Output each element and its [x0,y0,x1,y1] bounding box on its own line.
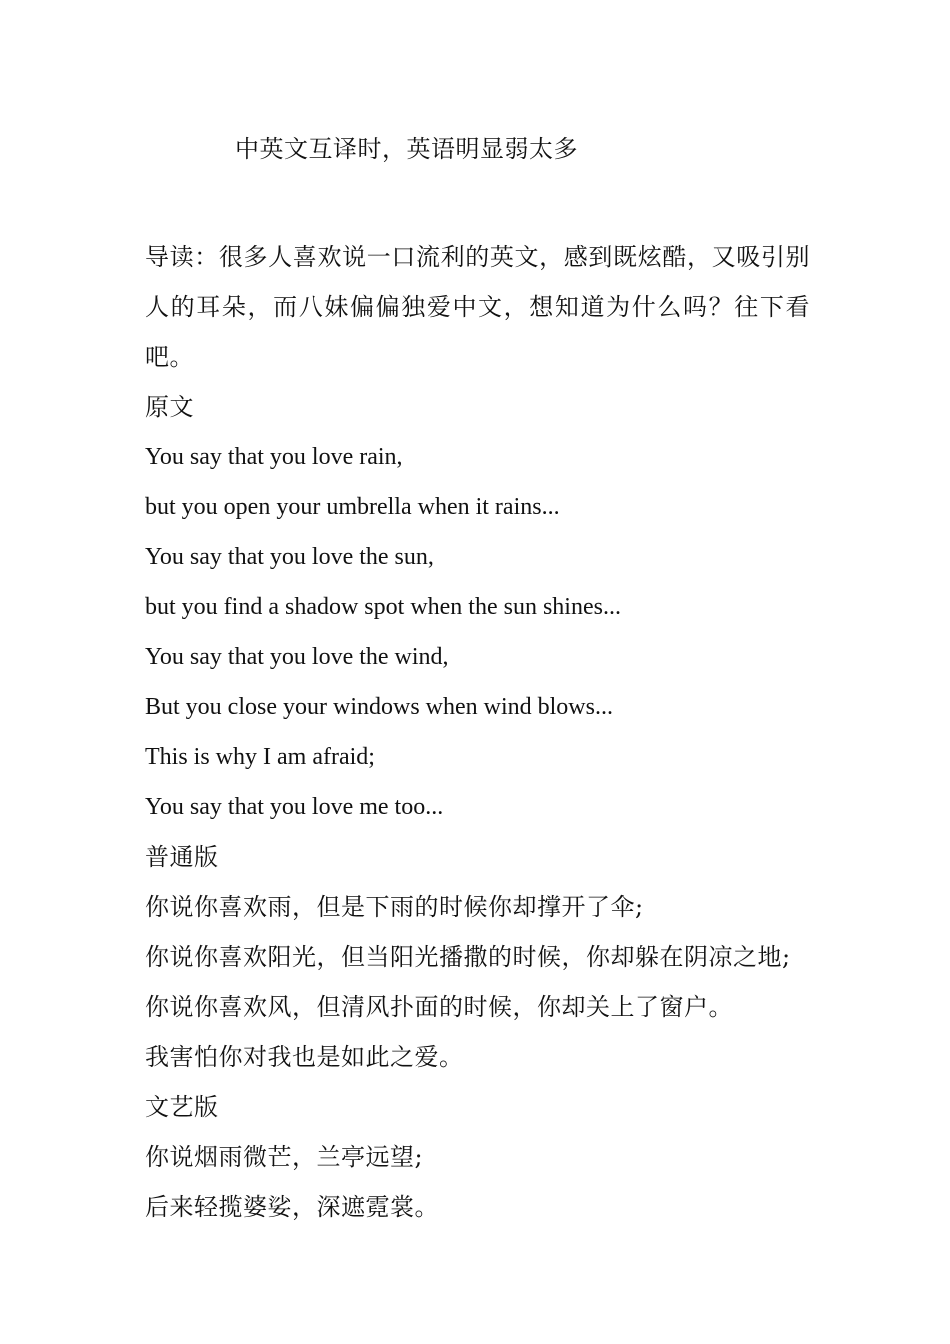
original-line-6: But you close your windows when wind blows... [145,694,613,720]
original-line-5: You say that you love the wind, [145,644,449,670]
original-line-8: You say that you love me too... [145,794,444,820]
document-body [145,232,810,1232]
plain-line-1: 你说你喜欢雨，但是下雨的时候你却撑开了伞; [145,893,644,921]
section-heading-plain: 普通版 [145,843,219,871]
plain-line-2: 你说你喜欢阳光，但当阳光播撒的时候，你却躲在阴凉之地; [145,943,791,971]
intro-paragraph: 导读：很多人喜欢说一口流利的英文，感到既炫酷，又吸引别人的耳朵，而八妹偏偏独爱中文，想知道为什么吗？往下看吧。 [145,243,810,371]
original-line-3: You say that you love the sun, [145,544,434,570]
original-line-4: but you find a shadow spot when the sun shines... [145,594,621,620]
section-heading-literary: 文艺版 [145,1093,219,1121]
plain-line-4: 我害怕你对我也是如此之爱。 [145,1043,464,1071]
literary-line-1: 你说烟雨微芒，兰亭远望; [145,1143,424,1171]
document-title: 中英文互译时，英语明显弱太多 [235,135,578,163]
literary-line-2: 后来轻揽婆娑，深遮霓裳。 [145,1193,439,1221]
original-line-7: This is why I am afraid; [145,744,375,770]
plain-line-3: 你说你喜欢风，但清风扑面的时候，你却关上了窗户。 [145,993,733,1021]
original-line-1: You say that you love rain, [145,444,403,470]
original-line-2: but you open your umbrella when it rains... [145,494,560,520]
section-heading-original: 原文 [145,393,194,421]
